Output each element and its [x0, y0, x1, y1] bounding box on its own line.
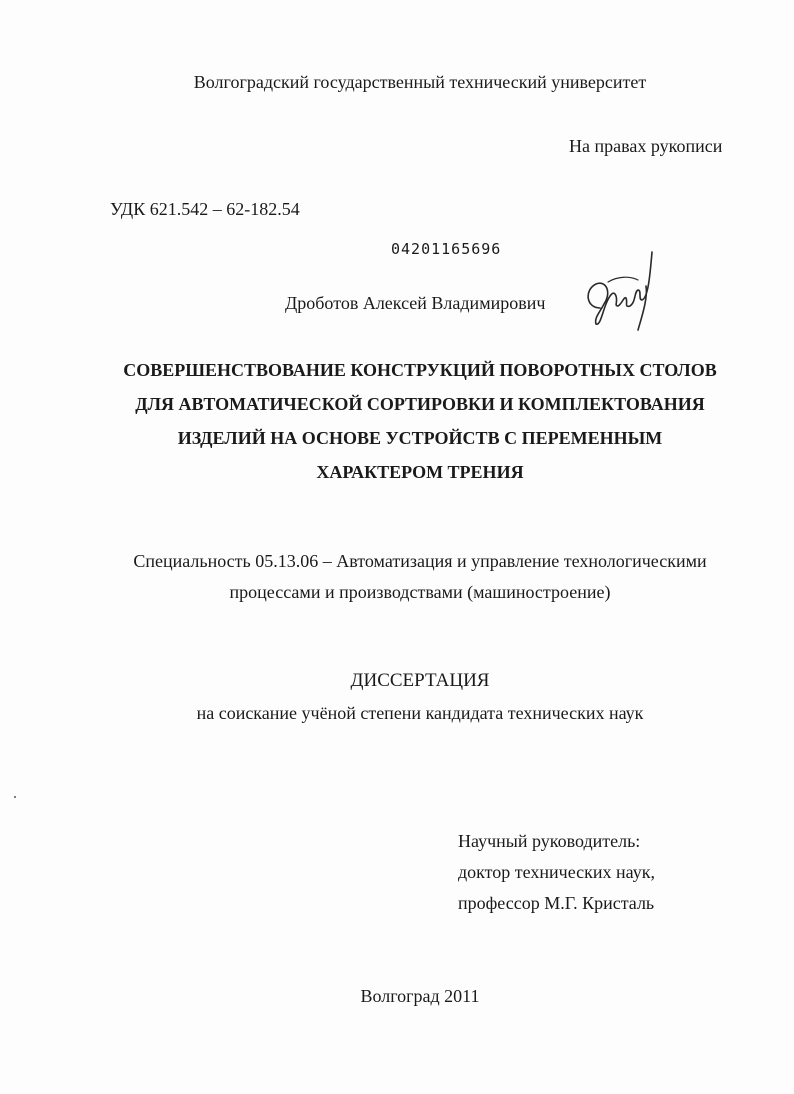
supervisor-line: доктор технических наук, [458, 862, 655, 882]
degree-description: на соискание учёной степени кандидата технических наук [196, 703, 644, 723]
title-line: СОВЕРШЕНСТВОВАНИЕ КОНСТРУКЦИЙ ПОВОРОТНЫХ СТОЛОВ [123, 360, 717, 380]
city-year: Волгоград 2011 [360, 986, 480, 1006]
author-signature [578, 246, 658, 336]
speciality-line: Специальность 05.13.06 – Автоматизация и управление технологическими [133, 551, 707, 571]
university-name: Волгоградский государственный технический университет [193, 72, 647, 92]
dissertation-title [0, 353, 794, 489]
supervisor-block [458, 826, 655, 919]
scan-speck [14, 796, 16, 798]
title-line: ИЗДЕЛИЙ НА ОСНОВЕ УСТРОЙСТВ С ПЕРЕМЕННЫМ [177, 428, 663, 448]
author-name: Дроботов Алексей Владимирович [285, 293, 546, 313]
manuscript-rights-note: На правах рукописи [569, 136, 723, 156]
speciality-line: процессами и производствами (машиностроение) [229, 582, 611, 602]
speciality-block [0, 546, 794, 608]
udk-code: УДК 621.542 – 62-182.54 [110, 199, 300, 219]
title-line: ХАРАКТЕРОМ ТРЕНИЯ [316, 462, 524, 482]
registration-code: 04201165696 [391, 240, 502, 258]
supervisor-line: Научный руководитель: [458, 831, 641, 851]
supervisor-line: профессор М.Г. Кристаль [458, 893, 655, 913]
document-type: ДИССЕРТАЦИЯ [350, 670, 490, 691]
title-line: ДЛЯ АВТОМАТИЧЕСКОЙ СОРТИРОВКИ И КОМПЛЕКТОВАНИЯ [135, 394, 705, 414]
